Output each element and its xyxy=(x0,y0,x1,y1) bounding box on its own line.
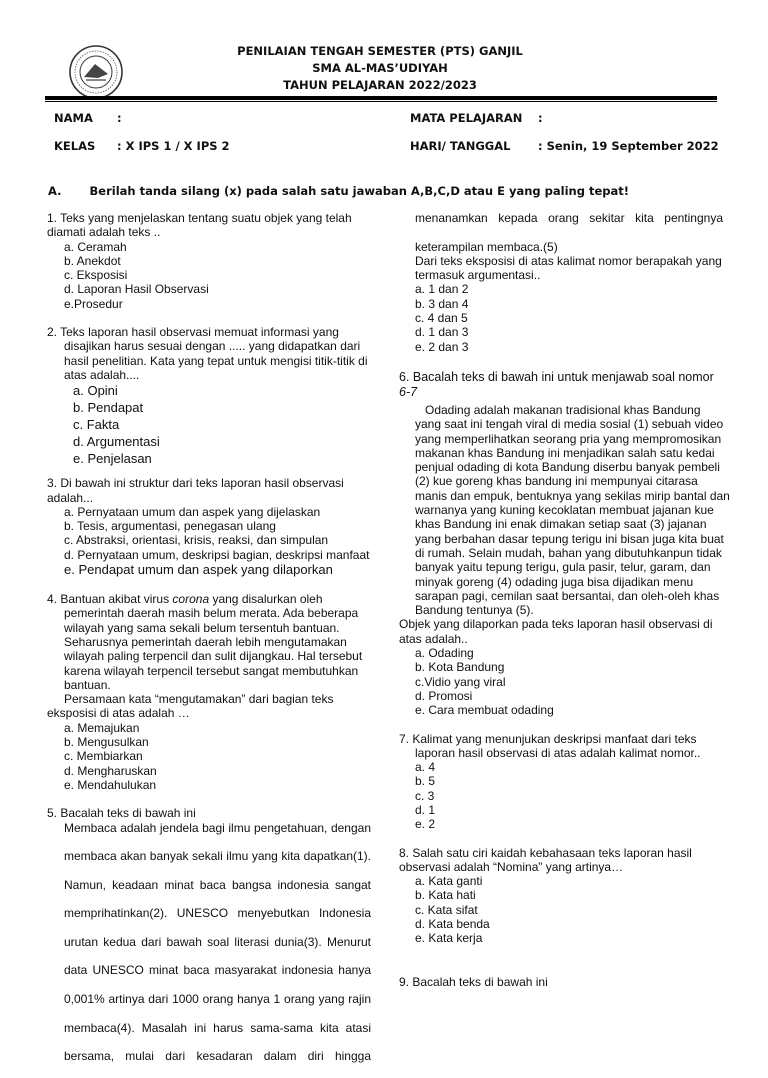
q6-question-line: atas adalah.. xyxy=(399,631,468,646)
passage-line: Namun, keadaan minat baca bangsa indonesia sangat xyxy=(64,877,371,892)
q7-text-line: 7. Kalimat yang menunjukan deskripsi manfaat dari teks xyxy=(399,731,697,746)
school-name: SMA AL-MAS’UDIYAH xyxy=(312,61,448,75)
q1-text-line: 1. Teks yang menjelaskan tentang suatu objek yang telah xyxy=(47,211,352,225)
instruction-text: Berilah tanda silang (x) pada salah satu jawaban A,B,C,D atau E yang paling tepat! xyxy=(89,184,629,198)
passage-line: Bandung tentunya (5). xyxy=(415,603,534,618)
option-item: d. 1 xyxy=(415,802,436,817)
q2-options xyxy=(47,382,371,467)
option-item: d. Pernyataan umum, deskripsi bagian, deskripsi manfaat xyxy=(64,547,370,562)
q4-text-line: karena wilayah terpencil tersebut sangat membutuhkan xyxy=(64,663,359,678)
hari-label: HARI/ TANGGAL xyxy=(410,139,511,153)
passage-line: memprihatinkan(2). UNESCO menyebutkan Indonesia xyxy=(64,906,371,921)
option-item: c. Kata sifat xyxy=(415,902,478,917)
option-item: d. Kata benda xyxy=(415,917,490,932)
option-item: c.Vidio yang viral xyxy=(415,674,506,689)
option-item: b. Pendapat xyxy=(73,400,144,416)
option-item: e. Kata kerja xyxy=(415,931,483,946)
option-item: d. Promosi xyxy=(415,688,473,703)
q4-text-line: wilayah yang sama sekali belum tersentuh bantuan. xyxy=(64,620,340,635)
passage-line: 0,001% artinya dari 1000 orang hanya 1 orang yang rajin xyxy=(64,992,371,1007)
passage-line: (2) kue goreng khas bandung ini mempunyai citarasa xyxy=(415,474,698,489)
passage-line: khas Bandung ini enak dimakan setiap saat (3) jajanan xyxy=(415,517,707,532)
option-item: e. 2 dan 3 xyxy=(415,339,469,354)
q5-passage-continued xyxy=(399,211,723,354)
passage-line: yang berbahan dasar tepung terigu ini bisan juga kita buat xyxy=(415,531,724,546)
option-item: b. Anekdot xyxy=(64,253,121,268)
q7-text-line: laporan hasil observasi di atas adalah kalimat nomor.. xyxy=(415,745,701,760)
q4-text-line: Seharusnya pemerintah daerah lebih mengutamakan xyxy=(64,634,347,649)
q6-options xyxy=(399,646,723,717)
option-item: e.Prosedur xyxy=(64,296,123,311)
option-item: a. Kata ganti xyxy=(415,874,483,889)
kelas-label: KELAS xyxy=(54,139,96,153)
q5-question-line: Dari teks eksposisi di atas kalimat nomor berapakah yang xyxy=(415,253,722,268)
kelas-value: : X IPS 1 / X IPS 2 xyxy=(117,139,230,153)
passage-line: bersama, mulai dari kesadaran dalam diri hingga xyxy=(64,1049,371,1064)
option-item: e. Pendapat umum dan aspek yang dilaporkan xyxy=(64,562,333,578)
option-item: c. Abstraksi, orientasi, krisis, reaksi, dan simpulan xyxy=(64,533,329,548)
q2-text-line: hasil penelitian. Kata yang tepat untuk mengisi titik-titik di xyxy=(64,353,368,368)
option-item: b. Mengusulkan xyxy=(64,735,149,750)
option-item: d. 1 dan 3 xyxy=(415,325,469,340)
option-item: c. Membiarkan xyxy=(64,749,143,764)
q4-text-line: wilayah paling terpencil dan sulit dijangkau. Hal tersebut xyxy=(64,649,363,664)
q4-options xyxy=(47,721,371,792)
passage-line: urutan kedua dari bawah soal literasi dunia(3). Menurut xyxy=(64,934,371,949)
q4-text-line: Persamaan kata “mengutamakan” dari bagian teks xyxy=(64,692,334,707)
passage-line: banyak yaitu tepung terigu, gula pasir, telur, garam, dan xyxy=(415,560,711,575)
passage-line: menanamkan kepada orang sekitar kita pentingnya xyxy=(415,211,723,225)
q4-text-line: eksposisi di atas adalah … xyxy=(47,706,190,721)
nama-colon: : xyxy=(117,111,122,125)
option-item: d. Mengharuskan xyxy=(64,763,157,778)
exam-title: PENILAIAN TENGAH SEMESTER (PTS) GANJIL xyxy=(237,44,523,58)
section-instruction xyxy=(48,184,629,198)
q1-options xyxy=(47,240,371,311)
passage-line: keterampilan membaca.(5) xyxy=(415,239,558,254)
option-item: a. Odading xyxy=(415,646,474,661)
passage-line: yang saat ini tengah viral di media sosial (1) sebuah video xyxy=(415,417,724,432)
q4-text-line: 4. Bantuan akibat virus corona yang disalurkan oleh xyxy=(47,592,323,607)
option-item: d. Argumentasi xyxy=(73,434,160,450)
passage-line: data UNESCO minat baca masyarakat indonesia hanya xyxy=(64,963,371,978)
passage-line: warnanya yang kuning kecoklatan membuat jajanan kue xyxy=(415,503,714,518)
passage-line: membaca(4). Masalah ini harus sama-sama kita atasi xyxy=(64,1020,371,1035)
q8-text-line: 8. Salah satu ciri kaidah kebahasaan teks laporan hasil xyxy=(399,845,692,860)
option-item: e. Penjelasan xyxy=(73,451,152,467)
passage-line: Membaca adalah jendela bagi ilmu pengetahuan, dengan xyxy=(64,820,371,835)
q5-text-line: 5. Bacalah teks di bawah ini xyxy=(47,806,196,821)
option-item: b. Kata hati xyxy=(415,888,476,903)
q3-text-line: adalah... xyxy=(47,490,94,505)
passage-line: di rumah. Selain mudah, bahan yang dibutuhkanpun tidak xyxy=(415,545,722,560)
q3-options xyxy=(47,505,371,578)
q5-question-line: termasuk argumentasi.. xyxy=(415,268,541,283)
option-item: a. Opini xyxy=(73,383,118,399)
q4-text-line: pemerintah daerah masih belum merata. Ada beberapa xyxy=(64,606,359,621)
nama-label: NAMA xyxy=(54,111,93,125)
option-item: b. Tesis, argumentasi, penegasan ulang xyxy=(64,519,276,534)
q6-question-line: Objek yang dilaporkan pada teks laporan hasil observasi di xyxy=(399,617,713,632)
q9-text-line: 9. Bacalah teks di bawah ini xyxy=(399,974,548,989)
q8-text-line: observasi adalah “Nomina” yang artinya… xyxy=(399,859,624,874)
option-item: a. Pernyataan umum dan aspek yang dijelaskan xyxy=(64,504,321,519)
academic-year: TAHUN PELAJARAN 2022/2023 xyxy=(283,78,477,92)
passage-line: sarapan pagi, cemilan saat bersantai, dan oleh-oleh khas xyxy=(415,588,720,603)
left-column xyxy=(47,211,371,1078)
header-rule-thick xyxy=(45,96,717,100)
passage-line: manis dan empuk, bentuknya yang sekilas mirip bantal dan xyxy=(415,488,730,503)
option-item: a. Memajukan xyxy=(64,720,140,735)
q5-passage xyxy=(47,821,371,1078)
option-item: c. 4 dan 5 xyxy=(415,311,468,326)
option-item: e. Cara membuat odading xyxy=(415,703,554,718)
school-logo-seal xyxy=(68,44,124,100)
option-item: a. Ceramah xyxy=(64,239,127,254)
option-item: b. Kota Bandung xyxy=(415,660,505,675)
passage-line: yang memperlihatkan seorang pria yang mempromosikan xyxy=(415,431,722,446)
option-item: c. Eksposisi xyxy=(64,268,128,283)
option-item: e. 2 xyxy=(415,817,436,832)
q4-text-line: bantuan. xyxy=(64,677,111,692)
q7-options xyxy=(399,760,723,831)
option-item: e. Mendahulukan xyxy=(64,777,157,792)
q3-text-line: 3. Di bawah ini struktur dari teks laporan hasil observasi xyxy=(47,476,344,491)
q8-options xyxy=(399,874,723,945)
q2-text-line: disajikan harus sesuai dengan ..... yang didapatkan dari xyxy=(64,339,361,354)
right-column xyxy=(399,211,730,989)
passage-line: penjual odading di kota Bandung diserbu banyak pembeli xyxy=(415,460,720,475)
q6-text-line: 6-7 xyxy=(399,384,418,399)
option-item: d. Laporan Hasil Observasi xyxy=(64,282,209,297)
q1-text-line: diamati adalah teks .. xyxy=(47,225,161,240)
option-item: a. 4 xyxy=(415,760,436,775)
option-item: b. 3 dan 4 xyxy=(415,296,469,311)
option-item: c. Fakta xyxy=(73,417,120,433)
q2-text-line: 2. Teks laporan hasil observasi memuat informasi yang xyxy=(47,325,339,340)
passage-line: makanan khas Bandung ini menjadikan salah satu kedai xyxy=(415,445,715,460)
mapel-colon: : xyxy=(538,111,543,125)
passage-line: membaca akan banyak sekali ilmu yang kita dapatkan(1). xyxy=(64,849,371,864)
q6-passage xyxy=(399,402,730,618)
q6-text-line: 6. Bacalah teks di bawah ini untuk menjawab soal nomor xyxy=(399,369,714,384)
section-marker: A. xyxy=(48,184,62,198)
passage-line: minyak goreng (4) odading juga bisa dijadikan menu xyxy=(415,574,694,589)
hari-value: : Senin, 19 September 2022 xyxy=(538,139,719,153)
q2-text-line: atas adalah.... xyxy=(64,367,140,382)
option-item: c. 3 xyxy=(415,788,435,803)
passage-line: Odading adalah makanan tradisional khas Bandung xyxy=(425,402,701,417)
option-item: b. 5 xyxy=(415,774,436,789)
mapel-label: MATA PELAJARAN xyxy=(410,111,523,125)
option-item: a. 1 dan 2 xyxy=(415,282,469,297)
header-rule-thin xyxy=(45,101,717,102)
